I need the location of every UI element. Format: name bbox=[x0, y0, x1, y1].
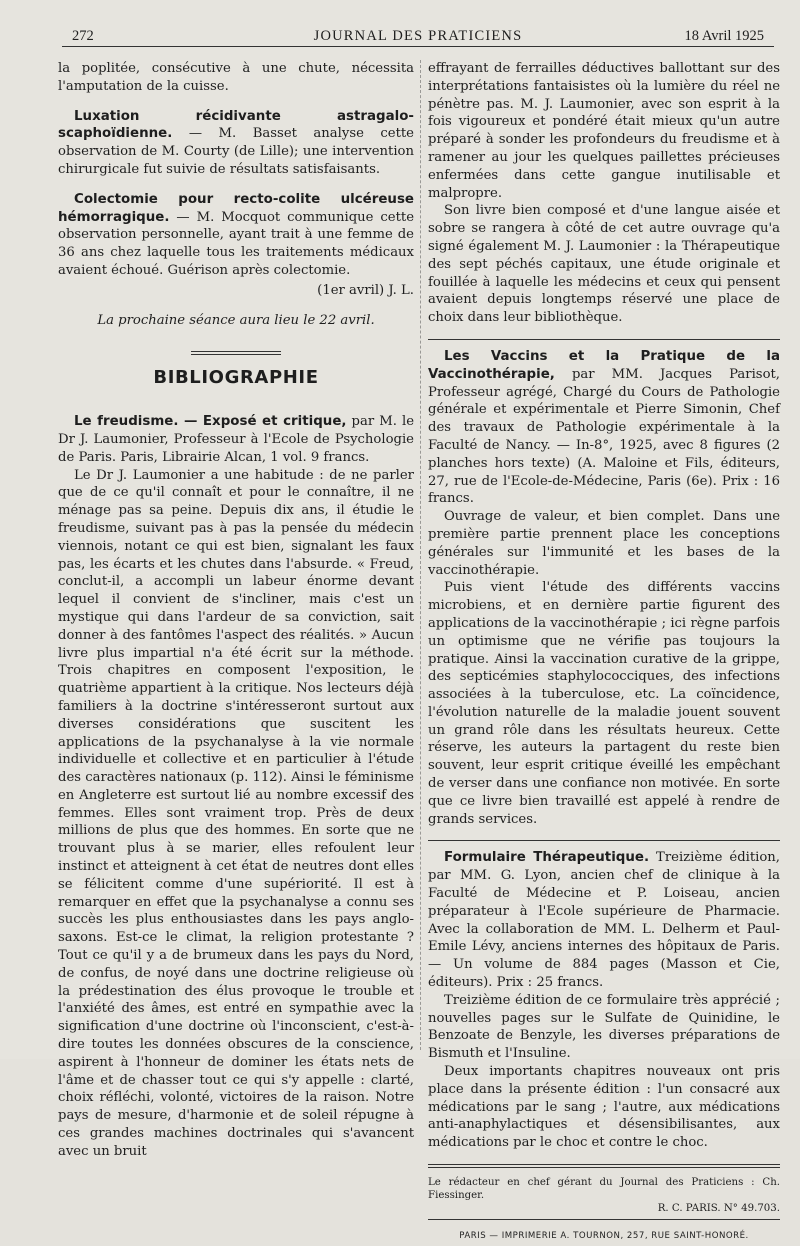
printer-imprint: PARIS — IMPRIMERIE A. TOURNON, 257, RUE SAINT-HONORÉ. bbox=[459, 1231, 749, 1242]
luxation-title: Luxation récidivante astragalo-scaphoïdienne. bbox=[58, 108, 414, 142]
footer-rule bbox=[428, 1164, 780, 1165]
issue-date: 18 Avril 1925 bbox=[684, 28, 764, 44]
freudisme-entry bbox=[58, 413, 414, 466]
section-rule bbox=[428, 840, 780, 841]
formulaire-paragraph-1: Treizième édition de ce formulaire très apprécié ; nouvelles pages sur le Sulfate de Quinidine, le Benzoate de Benzyle, les diverses préparations de Bismuth et l'Insuline. bbox=[428, 992, 780, 1062]
formulaire-reference: Treizième édition, par MM. G. Lyon, ancien chef de clinique à la Faculté de Médecine et P. Loiseau, ancien préparateur à l'Ecole supérieure de Pharmacie. Avec la collaboration de MM. L. Delherm et Paul-Emile Lévy, anciens internes des hôpitaux de Paris. — Un volume de 884 pages (Masson et Cie, éditeurs). Prix : 25 francs. bbox=[428, 850, 780, 991]
imprint-rule bbox=[428, 1219, 780, 1220]
luxation-body: — M. Basset analyse cette observation de M. Courty (de Lille); une intervention chirurgicale fut suivie de résultats satisfaisants. bbox=[58, 126, 414, 177]
column-divider bbox=[420, 60, 421, 1050]
vaccins-title: Les Vaccins et la Pratique de la Vaccinothérapie, bbox=[428, 348, 780, 382]
freudisme-title: Le freudisme. — Exposé et critique, bbox=[74, 414, 347, 430]
continued-paragraph: la poplitée, consécutive à une chute, nécessita l'amputation de la cuisse. bbox=[58, 61, 414, 94]
right-column bbox=[428, 60, 780, 1246]
page-number: 272 bbox=[72, 28, 94, 44]
formulaire-entry bbox=[428, 849, 780, 991]
next-session-note: La prochaine séance aura lieu le 22 avril. bbox=[97, 312, 375, 328]
continued-review: effrayant de ferrailles déductives ballottant sur des interprétations fantaisistes où la lumière du réel ne pénètre pas. M. J. Laumonier, avec son esprit à la fois vigoureux et pondéré était mieux qu'un autre préparé à sonder les profondeurs du freudisme et à ramener au jour les quelques paillettes précieuses enfermées dans cette gangue inutilisable et malpropre. bbox=[428, 61, 780, 201]
journal-title: JOURNAL DES PRATICIENS bbox=[313, 28, 523, 44]
vaccins-paragraph-2: Puis vient l'étude des différents vaccins microbiens, et en dernière partie figurent des applications de la vaccinothérapie ; ici règne parfois un optimisme que ne vérifie pas toujours la pratique. Ainsi la vaccination curative de la grippe, des septicémies staphylococciques, des infections associées à la tuberculose, etc. La coïncidence, l'évolution naturelle de la maladie jouent souvent un grand rôle dans les résultats heureux. Cette réserve, les auteurs la partagent du reste bien souvent, leur esprit critique éveillé les empêchant de verser dans une confiance non motivée. En sorte que ce livre bien travaillé est appelé à rendre de grands services. bbox=[428, 580, 780, 827]
editor-credit: Le rédacteur en chef gérant du Journal des Praticiens : Ch. Fiessinger. bbox=[428, 1177, 780, 1202]
section-heading-bibliographie: BIBLIOGRAPHIE bbox=[153, 367, 319, 389]
colectomie-title: Colectomie pour recto-colite ulcéreuse hémorragique. bbox=[58, 191, 414, 225]
vaccins-reference: par MM. Jacques Parisot, Professeur agrégé, Chargé du Cours de Pathologie générale et expérimentale et Pierre Simonin, Chef des travaux de Pathologie expérimentale à la Faculté de Nancy. — In-8°, 1925, avec 8 figures (2 planches hors texte) (A. Maloine et Fils, éditeurs, 27, rue de l'Ecole-de-Médecine, Paris (6e). Prix : 16 francs. bbox=[428, 366, 780, 507]
footer-rule-thin bbox=[428, 1167, 780, 1168]
formulaire-paragraph-2: Deux importants chapitres nouveaux ont pris place dans la présente édition : l'un consacré aux médications par le sang ; l'autre, aux médications anti-anaphylactiques et désensibilisantes, aux médications par le choc et contre le choc. bbox=[428, 1064, 780, 1151]
freudisme-review: Le Dr J. Laumonier a une habitude : de ne parler que de ce qu'il connaît et pour le connaître, il ne ménage pas sa peine. Depuis dix ans, il étudie le freudisme, suivant pas à pas la pensée du médecin viennois, notant ce qui est bien, signalant les faux pas, les écarts et les chutes dans l'absurde. « Freud, conclut-il, a accompli un labeur énorme devant lequel il convient de s'incliner, mais c'est un mystique qui dans l'ardeur de sa conviction, sait donner à des fantômes l'aspect des réalités. » Aucun livre plus impartial n'a été écrit sur la méthode. Trois chapitres en composent l'exposition, le quatrième appartient à la critique. Nos lecteurs déjà familiers à la doctrine s'intéresseront surtout aux diverses considérations que suscitent les applications de la psychanalyse à la vie normale individuelle et collective et en particulier à l'étude des caractères nationaux (p. 112). Ainsi le féminisme en Angleterre est surtout lié au nombre excessif des femmes. Elles sont vraiment trop. Près de deux millions de plus que des hommes. En sorte que ne trouvant plus à se marier, elles refoulent leur instinct et atteignent à cet état de neutres dont elles se félicitent comme d'une supériorité. Il est à remarquer en effet que la psychanalyse a connu ses succès les plus enthousiastes dans les pays anglo-saxons. Est-ce le climat, la religion protestante ? Tout ce qu'il y a de brumeux dans les pays du Nord, de confus, de noyé dans une doctrine religieuse où la prédestination des élus provoque le trouble et l'anxiété des âmes, est entré en sympathie avec la signification d'une doctrine où l'inconscient, c'est-à-dire toutes les données obscures de la conscience, aspirent à l'honneur de dominer les états nets de l'âme et de chasser tout ce qui s'y appelle : clarté, choix réfléchi, volonté, victoires de la raison. Notre pays de mesure, d'harmonie et de soleil répugne à ces grandes machines doctrinales qui s'avancent avec un bruit bbox=[58, 467, 414, 1159]
author-signature: (1er avril) J. L. bbox=[317, 282, 414, 298]
left-column bbox=[58, 60, 414, 1161]
registration-number: R. C. PARIS. N° 49.703. bbox=[657, 1203, 780, 1215]
section-rule bbox=[428, 339, 780, 340]
page-header bbox=[72, 28, 764, 46]
header-rule bbox=[62, 46, 774, 47]
livre-paragraph: Son livre bien composé et d'une langue aisée et sobre se rangera à côté de cet autre ouvrage qu'a signé également M. J. Laumonier : la Thérapeutique des sept péchés capitaux, une étude originale et fouillée à laquelle les médecins et ceux qui pensent avaient depuis longtemps réservé une place de choix dans leur bibliothèque. bbox=[428, 203, 780, 326]
ornamental-rule bbox=[191, 351, 281, 355]
luxation-entry bbox=[58, 108, 414, 179]
colectomie-body: — M. Mocquot communique cette observation personnelle, ayant trait à une femme de 36 ans chez laquelle tous les traitements médicaux avaient échoué. Guérison après colectomie. bbox=[58, 209, 414, 278]
colectomie-entry bbox=[58, 191, 414, 280]
formulaire-title: Formulaire Thérapeutique. bbox=[444, 850, 650, 866]
vaccins-entry bbox=[428, 348, 780, 508]
vaccins-paragraph-1: Ouvrage de valeur, et bien complet. Dans une première partie prennent place les conceptions générales sur l'immunité et les bases de la vaccinothérapie. bbox=[428, 509, 780, 578]
freudisme-reference: par M. le Dr J. Laumonier, Professeur à l'Ecole de Psychologie de Paris. Paris, Librairie Alcan, 1 vol. 9 francs. bbox=[58, 414, 415, 465]
